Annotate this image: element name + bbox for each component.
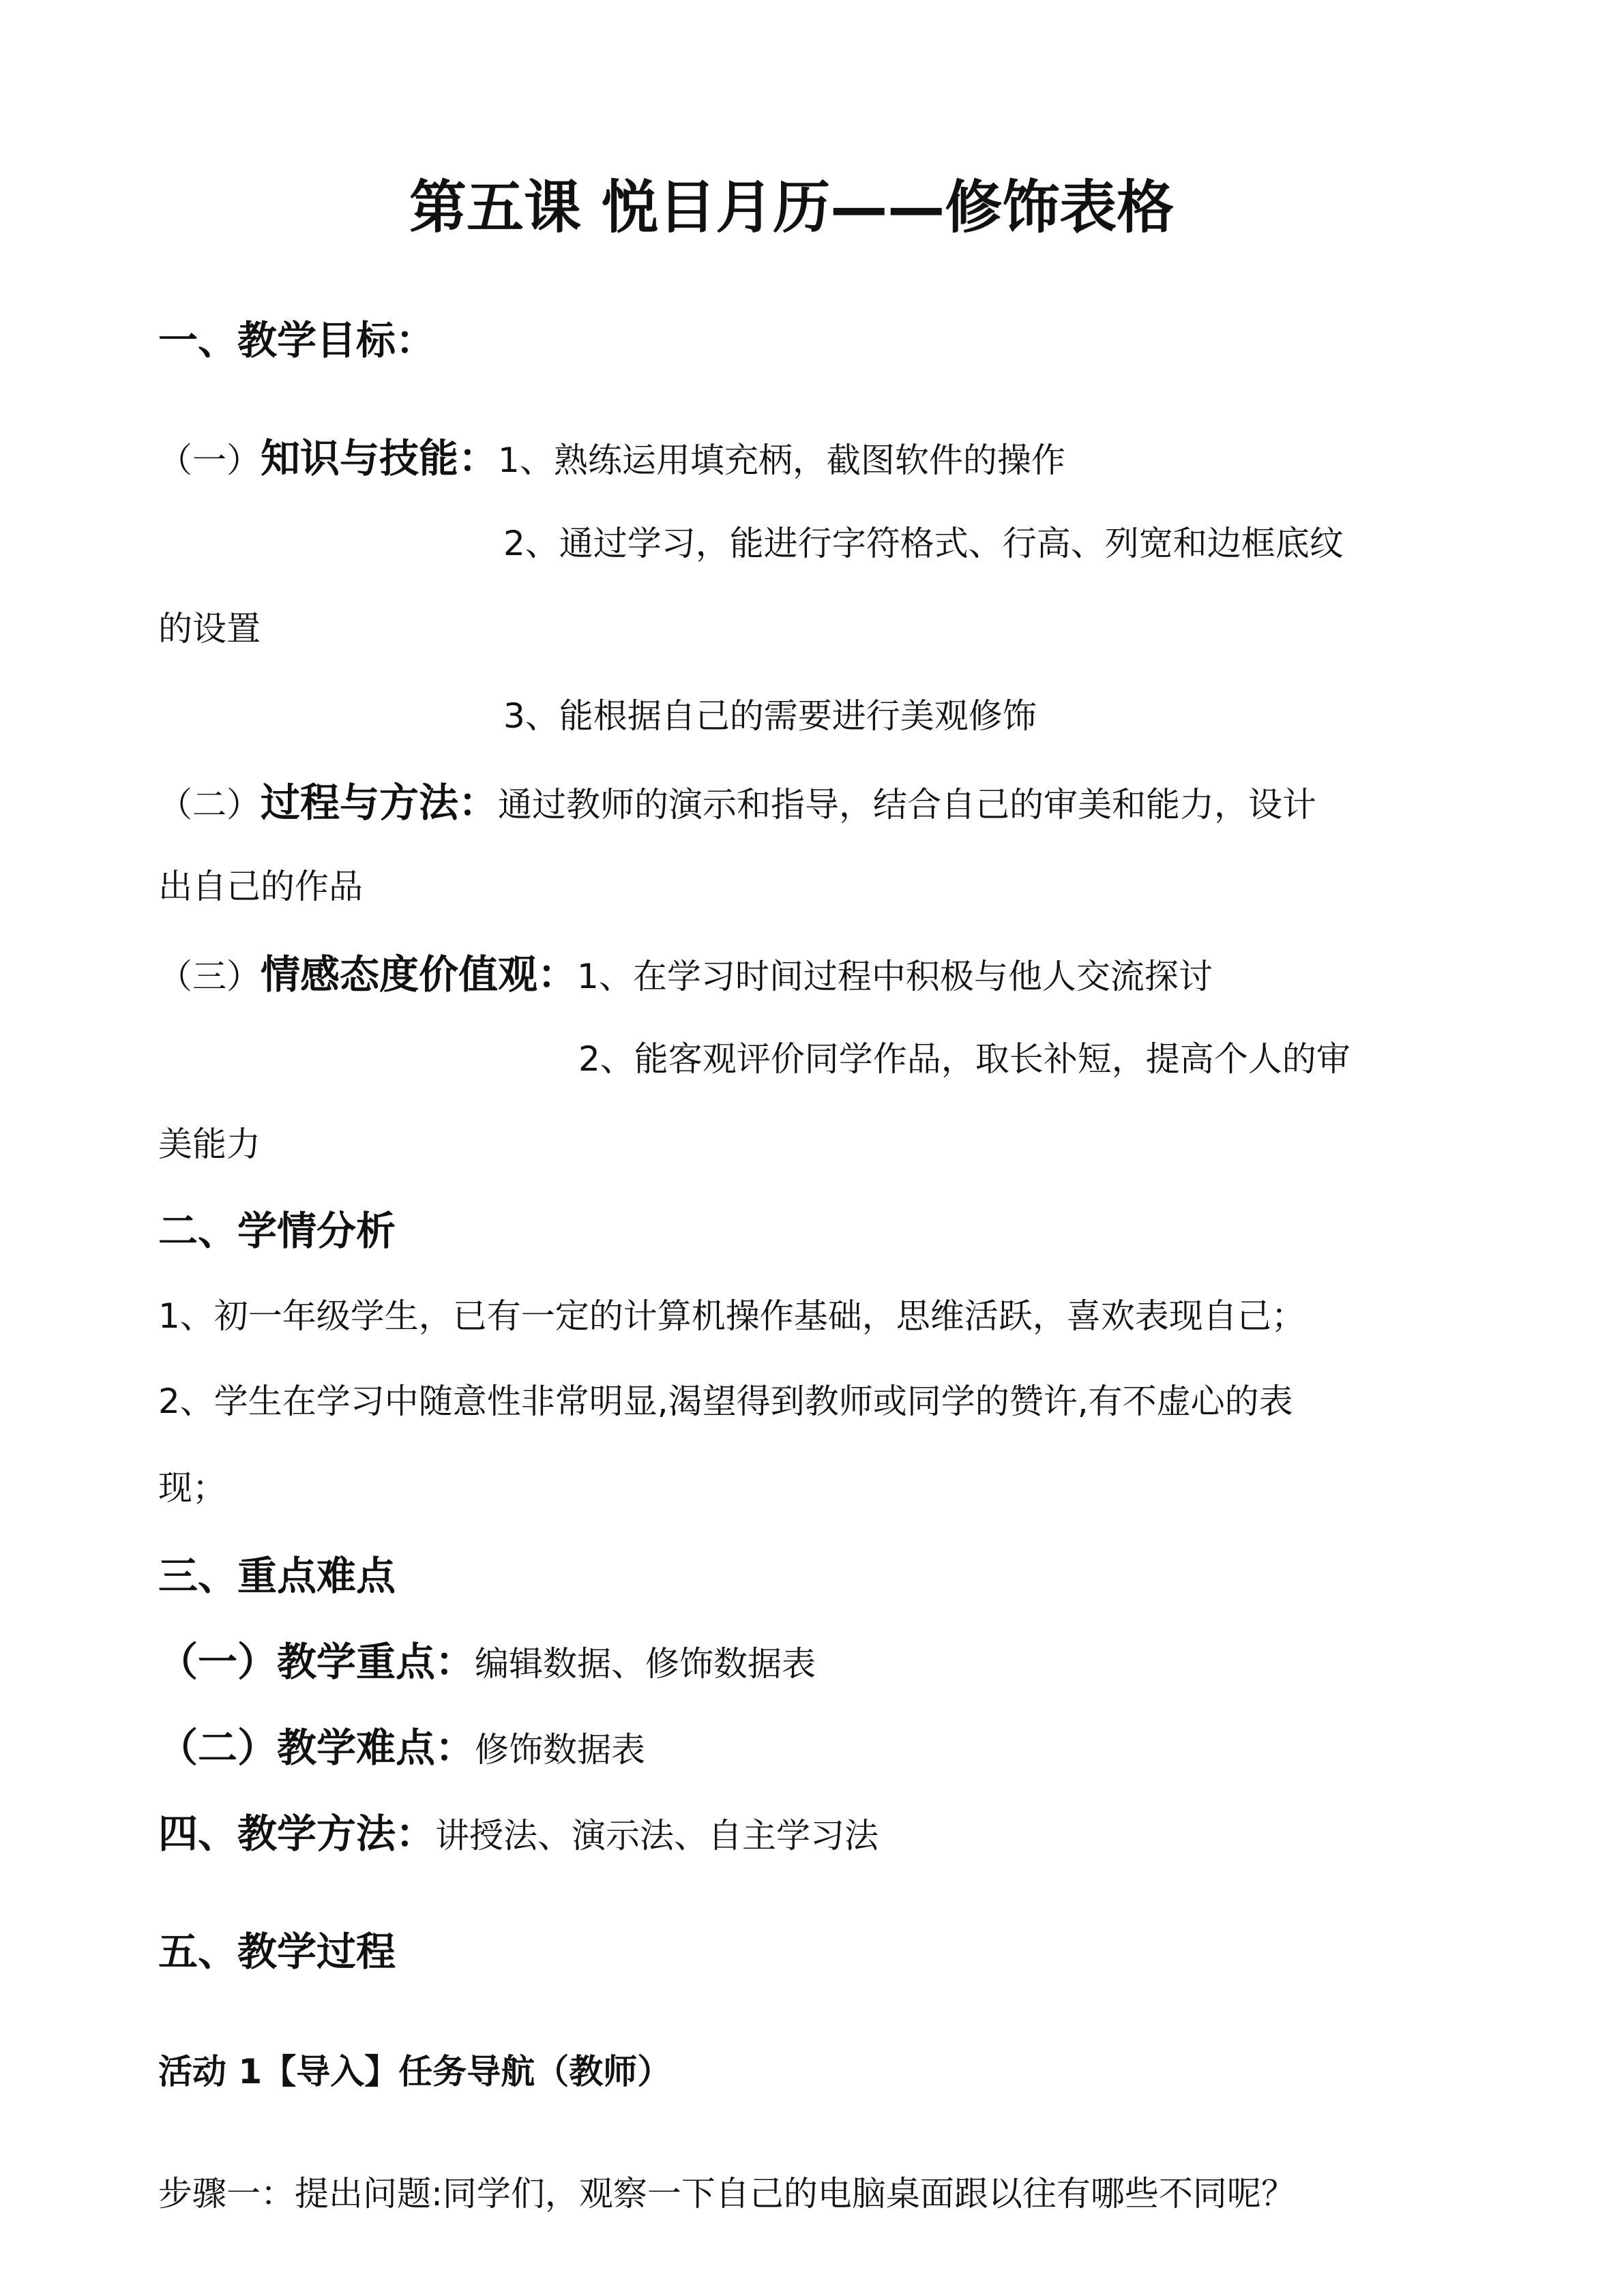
objective-attitude-paren: （三） xyxy=(158,957,261,996)
step-one-text: 步骤一：提出问题:同学们，观察一下自己的电脑桌面跟以往有哪些不同呢？ xyxy=(158,2174,1295,2213)
activity-heading: 活动 1【导入】任务导航（教师） xyxy=(158,2052,672,2091)
objective-process-label: 过程与方法： xyxy=(261,779,499,826)
analysis-paragraph1: 1、初一年级学生，已有一定的计算机操作基础，思维活跃，喜欢表现自己； xyxy=(158,1296,1305,1336)
objective-attitude-line2-cont: 美能力 xyxy=(158,1124,261,1164)
objective-knowledge-line1 xyxy=(158,435,1065,481)
page-title: 第五课 悦目月历——修饰表格 xyxy=(409,174,1175,241)
objective-knowledge-line3: 3、能根据自己的需要进行美观修饰 xyxy=(503,696,1037,736)
keypoint-focus-label: （一）教学重点： xyxy=(158,1639,475,1685)
objective-process-line1 xyxy=(158,779,1317,826)
objective-process-text: 通过教师的演示和指导，结合自己的审美和能力，设计 xyxy=(498,785,1317,824)
objective-knowledge-line2-cont: 的设置 xyxy=(158,609,261,648)
section-heading-keypoints: 三、重点难点 xyxy=(158,1553,396,1599)
keypoint-difficulty xyxy=(158,1725,646,1771)
objective-attitude-text1: 1、在学习时间过程中积极与他人交流探讨 xyxy=(577,957,1213,996)
objective-process-paren: （二） xyxy=(158,785,261,824)
keypoint-difficulty-label: （二）教学难点： xyxy=(158,1725,475,1771)
objective-knowledge-text1: 1、熟练运用填充柄，截图软件的操作 xyxy=(498,441,1065,480)
keypoint-focus-text: 编辑数据、修饰数据表 xyxy=(475,1644,816,1684)
analysis-paragraph2: 2、学生在学习中随意性非常明显,渴望得到教师或同学的赞许,有不虚心的表 xyxy=(158,1382,1293,1421)
objective-knowledge-line2: 2、通过学习，能进行字符格式、行高、列宽和边框底纹 xyxy=(503,524,1344,563)
section-heading-process: 五、教学过程 xyxy=(158,1928,396,1975)
objective-attitude-line2: 2、能客观评价同学作品，取长补短，提高个人的审 xyxy=(578,1039,1350,1079)
objective-attitude-label: 情感态度价值观： xyxy=(261,951,578,998)
analysis-paragraph2-cont: 现； xyxy=(158,1468,226,1508)
objective-attitude-line1 xyxy=(158,951,1213,998)
section-heading-analysis: 二、学情分析 xyxy=(158,1208,396,1254)
section-heading-objectives: 一、教学目标： xyxy=(158,317,436,363)
section-heading-methods: 四、教学方法： xyxy=(158,1810,436,1857)
keypoint-difficulty-text: 修饰数据表 xyxy=(475,1730,646,1770)
objective-knowledge-label: 知识与技能： xyxy=(261,435,499,481)
methods-text: 讲授法、演示法、自主学习法 xyxy=(435,1816,879,1855)
objective-process-line1-cont: 出自己的作品 xyxy=(158,867,363,906)
keypoint-focus xyxy=(158,1639,816,1685)
objective-knowledge-paren: （一） xyxy=(158,441,261,480)
section-methods xyxy=(158,1810,879,1857)
